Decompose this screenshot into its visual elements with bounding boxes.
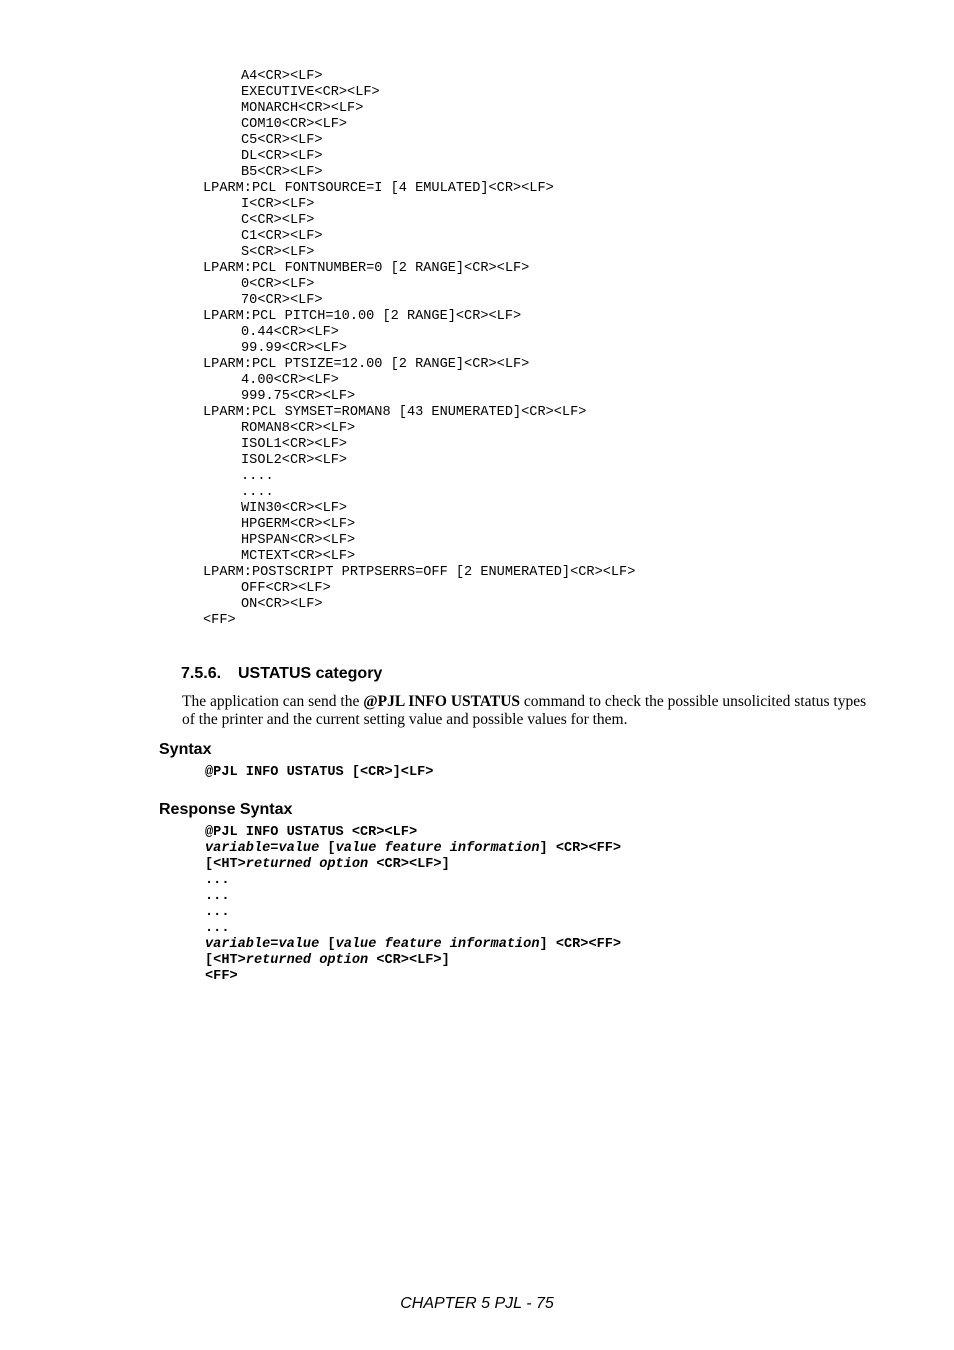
code-line: <FF> xyxy=(203,613,236,628)
code-line: C1<CR><LF> xyxy=(241,229,323,244)
response-ellipsis: ... xyxy=(205,873,230,888)
code-line: LPARM:PCL PITCH=10.00 [2 RANGE]<CR><LF> xyxy=(203,309,522,324)
section-number: 7.5.6. xyxy=(181,665,222,682)
code-line: MCTEXT<CR><LF> xyxy=(241,549,356,564)
code-line: ISOL1<CR><LF> xyxy=(241,437,348,452)
response-ellipsis: ... xyxy=(205,889,230,904)
code-line: EXECUTIVE<CR><LF> xyxy=(241,85,380,100)
code-line: 70<CR><LF> xyxy=(241,293,323,308)
code-line: LPARM:PCL FONTNUMBER=0 [2 RANGE]<CR><LF> xyxy=(203,261,530,276)
response-last-line: <FF> xyxy=(205,969,238,984)
code-line: B5<CR><LF> xyxy=(241,165,323,180)
code-listing-top xyxy=(203,69,635,629)
code-line: ROMAN8<CR><LF> xyxy=(241,421,356,436)
response-ellipsis: ... xyxy=(205,921,230,936)
code-line: MONARCH<CR><LF> xyxy=(241,101,364,116)
code-line: 0<CR><LF> xyxy=(241,277,315,292)
code-line: ON<CR><LF> xyxy=(241,597,323,612)
section-heading xyxy=(181,664,382,684)
code-line: LPARM:PCL FONTSOURCE=I [4 EMULATED]<CR><LF> xyxy=(203,181,554,196)
code-line: LPARM:POSTSCRIPT PRTPSERRS=OFF [2 ENUMERATED]<CR><LF> xyxy=(203,565,636,580)
syntax-code: @PJL INFO USTATUS [<CR>]<LF> xyxy=(205,765,434,780)
code-line: ISOL2<CR><LF> xyxy=(241,453,348,468)
code-line: OFF<CR><LF> xyxy=(241,581,331,596)
code-line: HPSPAN<CR><LF> xyxy=(241,533,356,548)
code-line: .... xyxy=(241,485,274,500)
code-line: .... xyxy=(241,469,274,484)
response-syntax-heading: Response Syntax xyxy=(159,801,293,818)
code-line: 999.75<CR><LF> xyxy=(241,389,356,404)
code-line: 0.44<CR><LF> xyxy=(241,325,339,340)
code-line: WIN30<CR><LF> xyxy=(241,501,348,516)
response-variable-line: variable=value [value feature information] <CR><FF> xyxy=(205,937,622,952)
code-line: COM10<CR><LF> xyxy=(241,117,348,132)
response-first-line: @PJL INFO USTATUS <CR><LF> xyxy=(205,825,418,840)
syntax-heading: Syntax xyxy=(159,741,212,758)
response-option-line: [<HT>returned option <CR><LF>] xyxy=(205,953,450,968)
intro-before: The application can send the xyxy=(182,693,364,710)
section-title: USTATUS category xyxy=(238,665,383,682)
code-line: S<CR><LF> xyxy=(241,245,315,260)
code-line: HPGERM<CR><LF> xyxy=(241,517,356,532)
response-ellipsis: ... xyxy=(205,905,230,920)
code-line: A4<CR><LF> xyxy=(241,69,323,84)
intro-after: command to check the possible unsolicited status types of the printer and the current setting value and possible values for them. xyxy=(182,693,867,728)
code-line: LPARM:PCL PTSIZE=12.00 [2 RANGE]<CR><LF> xyxy=(203,357,530,372)
response-variable-line: variable=value [value feature information] <CR><FF> xyxy=(205,841,622,856)
response-syntax-code xyxy=(205,825,621,985)
code-line: C5<CR><LF> xyxy=(241,133,323,148)
page-footer: CHAPTER 5 PJL - 75 xyxy=(400,1295,554,1312)
response-option-line: [<HT>returned option <CR><LF>] xyxy=(205,857,450,872)
intro-paragraph xyxy=(182,693,872,729)
code-line: C<CR><LF> xyxy=(241,213,315,228)
code-line: I<CR><LF> xyxy=(241,197,315,212)
code-line: DL<CR><LF> xyxy=(241,149,323,164)
code-line: LPARM:PCL SYMSET=ROMAN8 [43 ENUMERATED]<CR><LF> xyxy=(203,405,587,420)
intro-command: @PJL INFO USTATUS xyxy=(363,693,521,710)
code-line: 99.99<CR><LF> xyxy=(241,341,348,356)
code-line: 4.00<CR><LF> xyxy=(241,373,339,388)
